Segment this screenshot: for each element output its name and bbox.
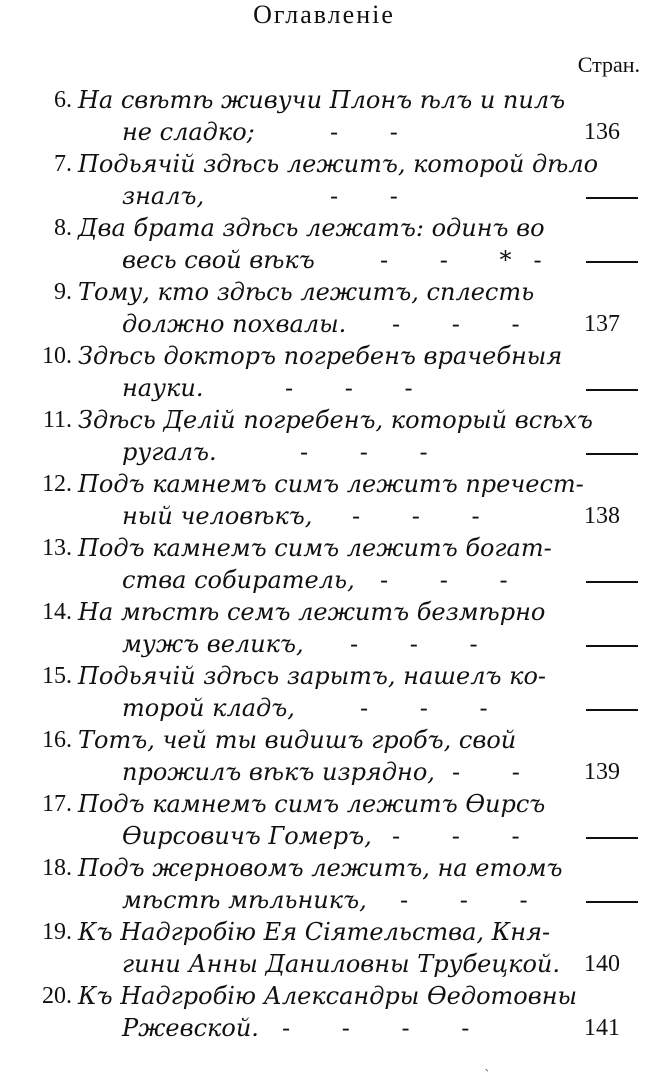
page-title: Оглавленіе xyxy=(253,0,395,29)
dot-leaders: - - *- xyxy=(380,246,564,274)
entry-title-line1: Здѣсь докторъ погребенъ врачебныя xyxy=(78,342,563,370)
ditto-rule xyxy=(586,389,638,391)
entry-number: 8. xyxy=(54,215,72,241)
entry-title-line2: весь свой вѣкъ xyxy=(122,246,315,274)
ditto-rule xyxy=(586,645,638,647)
toc-entries xyxy=(0,84,648,1044)
toc-entry xyxy=(0,340,648,404)
entry-number: 14. xyxy=(42,599,72,625)
entry-title-line2: ный человѣкъ, xyxy=(122,502,313,530)
entry-number: 18. xyxy=(42,855,72,881)
entry-title-line1: Тотъ, чей ты видишъ гробъ, свой xyxy=(78,726,517,754)
entry-title-line1: Подъ камнемъ симъ лежитъ Ѳирсъ xyxy=(78,790,546,818)
entry-title-line2: гини Анны Даниловны Трубецкой. xyxy=(122,950,560,978)
entry-title-line2: Ржевской. xyxy=(122,1014,259,1042)
entry-title-line1: Къ Надгробію Александры Ѳедотовны xyxy=(78,982,578,1010)
entry-page: 136 xyxy=(584,119,620,145)
dot-leaders: - - - xyxy=(380,566,530,594)
toc-entry xyxy=(0,596,648,660)
dot-leaders: - - - xyxy=(300,438,450,466)
toc-entry xyxy=(0,724,648,788)
entry-title-line2: не сладко; xyxy=(122,118,255,146)
entry-title-line1: На мѣстѣ семъ лежитъ безмѣрно xyxy=(78,598,546,626)
entry-page: 140 xyxy=(584,951,620,977)
toc-entry xyxy=(0,468,648,532)
entry-number: 7. xyxy=(54,151,72,177)
ditto-rule xyxy=(586,453,638,455)
entry-title-line1: Подьячій здѣсь лежитъ, которой дѣло xyxy=(78,150,599,178)
dot-leaders: - - - xyxy=(360,694,510,722)
toc-entry xyxy=(0,788,648,852)
ditto-rule xyxy=(586,261,638,263)
entry-title-line1: На свѣтѣ живучи Плонъ ѣлъ и пилъ xyxy=(78,86,566,114)
toc-entry xyxy=(0,404,648,468)
entry-number: 6. xyxy=(54,87,72,113)
ditto-rule xyxy=(586,837,638,839)
entry-title-line1: Два брата здѣсь лежатъ: одинъ во xyxy=(78,214,545,242)
entry-title-line2: ства собиратель, xyxy=(122,566,355,594)
entry-number: 16. xyxy=(42,727,72,753)
entry-title-line2: ругалъ. xyxy=(122,438,217,466)
entry-title-line1: Подъ жерновомъ лежитъ, на етомъ xyxy=(78,854,563,882)
dot-leaders: - - - xyxy=(400,886,550,914)
entry-number: 10. xyxy=(42,343,72,369)
entry-number: 12. xyxy=(42,471,72,497)
entry-title-line1: Подьячій здѣсь зарытъ, нашелъ ко- xyxy=(78,662,547,690)
dot-leaders: - - - xyxy=(285,374,435,402)
entry-page: 139 xyxy=(584,759,620,785)
toc-entry xyxy=(0,212,648,276)
toc-entry xyxy=(0,980,648,1044)
ditto-rule xyxy=(586,709,638,711)
stray-mark: ` xyxy=(484,1068,491,1084)
entry-title-line2: мѣстѣ мѣльникъ, xyxy=(122,886,367,914)
ditto-rule xyxy=(586,197,638,199)
dot-leaders: - - - xyxy=(392,822,542,850)
entry-title-line2: прожилъ вѣкъ изрядно, xyxy=(122,758,435,786)
toc-entry xyxy=(0,148,648,212)
entry-number: 11. xyxy=(42,407,72,433)
dot-leaders: - - xyxy=(330,182,420,210)
entry-number: 19. xyxy=(42,919,72,945)
entry-title-line1: Подъ камнемъ симъ лежитъ богат- xyxy=(78,534,552,562)
toc-entry xyxy=(0,852,648,916)
entry-title-line2: Ѳирсовичъ Гомеръ, xyxy=(122,822,372,850)
dot-leaders: - - xyxy=(330,118,420,146)
entry-title-line2: науки. xyxy=(122,374,204,402)
entry-title-line1: Къ Надгробію Ея Сіятельства, Кня- xyxy=(78,918,551,946)
entry-title-line2: зналъ, xyxy=(122,182,205,210)
entry-title-line1: Тому, кто здѣсь лежитъ, сплесть xyxy=(78,278,535,306)
entry-number: 13. xyxy=(42,535,72,561)
entry-title-line2: торой кладъ, xyxy=(122,694,295,722)
toc-entry xyxy=(0,276,648,340)
entry-title-line1: Подъ камнемъ симъ лежитъ пречест- xyxy=(78,470,584,498)
entry-number: 15. xyxy=(42,663,72,689)
entry-page: 137 xyxy=(584,311,620,337)
toc-entry xyxy=(0,84,648,148)
entry-page: 138 xyxy=(584,503,620,529)
dot-leaders: - - - xyxy=(392,310,542,338)
entry-page: 141 xyxy=(584,1015,620,1041)
dot-leaders: - - - xyxy=(350,630,500,658)
dot-leaders: - - - xyxy=(352,502,502,530)
dot-leaders: - - xyxy=(452,758,542,786)
toc-entry xyxy=(0,532,648,596)
ditto-rule xyxy=(586,901,638,903)
entry-title-line2: должно похвалы. xyxy=(122,310,347,338)
entry-title-line2: мужъ великъ, xyxy=(122,630,304,658)
dot-leaders: - - - - xyxy=(282,1014,492,1042)
page-column-label: Стран. xyxy=(577,52,640,77)
toc-entry xyxy=(0,660,648,724)
toc-entry xyxy=(0,916,648,980)
entry-number: 17. xyxy=(42,791,72,817)
entry-number: 20. xyxy=(42,983,72,1009)
entry-title-line1: Здѣсь Делій погребенъ, который всѣхъ xyxy=(78,406,593,434)
ditto-rule xyxy=(586,581,638,583)
entry-number: 9. xyxy=(54,279,72,305)
